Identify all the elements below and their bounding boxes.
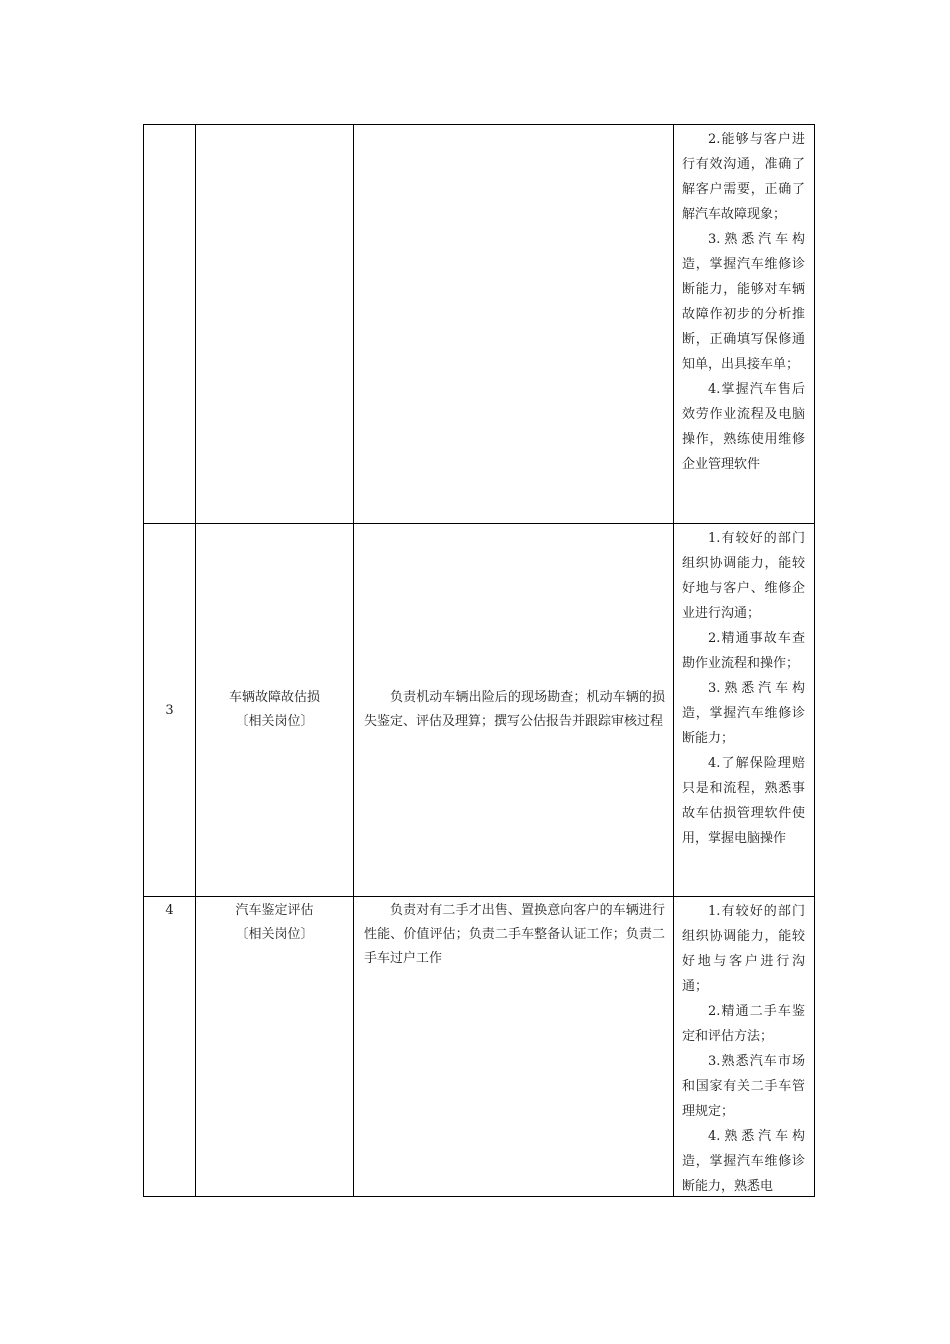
requirement-item: 1.有较好的部门组织协调能力，能较好地与客户、维修企业进行沟通； — [682, 531, 805, 621]
requirement-item: 2.能够与客户进行有效沟通，准确了解客户需要，正确了解汽车故障现象； — [682, 132, 805, 222]
duties-cell — [354, 897, 674, 1197]
table-row — [144, 125, 815, 524]
requirement-item: 4.掌握汽车售后效劳作业流程及电脑操作，熟练使用维修企业管理软件 — [682, 382, 805, 472]
duties-cell — [354, 125, 674, 524]
row-number: 4 — [165, 903, 174, 918]
requirement-item: 3.熟悉汽车构造，掌握汽车维修诊断能力，能够对车辆故障作初步的分析推断，正确填写保修通知单，出具接车单； — [682, 232, 805, 372]
row-number — [144, 125, 195, 131]
duties-text — [354, 125, 673, 131]
requirements-cell — [674, 524, 815, 897]
job-requirements-table — [143, 124, 815, 1197]
duties-text: 负责对有二手才出售、置换意向客户的车辆进行性能、价值评估；负责二手车整备认证工作；负责二手车过户工作 — [364, 903, 665, 966]
position-cell — [196, 524, 354, 897]
requirement-item: 4.了解保险理赔只是和流程，熟悉事故车估损管理软件使用，掌握电脑操作 — [682, 756, 805, 846]
requirements-cell — [674, 125, 815, 524]
table-row — [144, 897, 815, 1197]
row-number-cell — [144, 125, 196, 524]
position-note: 〔相关岗位〕 — [235, 927, 314, 942]
row-number-cell — [144, 524, 196, 897]
duties-cell — [354, 524, 674, 897]
position-cell — [196, 125, 354, 524]
requirement-item: 4.熟悉汽车构造，掌握汽车维修诊断能力，熟悉电 — [682, 1129, 805, 1194]
row-number: 3 — [165, 702, 174, 718]
requirement-item: 2.精通事故车查勘作业流程和操作； — [682, 631, 805, 671]
requirement-item: 3.熟悉汽车市场和国家有关二手车管理规定； — [682, 1054, 805, 1119]
position-title: 车辆故障故估损 — [228, 690, 320, 705]
requirement-item: 1.有较好的部门组织协调能力，能较好地与客户进行沟通； — [682, 904, 805, 994]
position-note: 〔相关岗位〕 — [235, 714, 314, 729]
row-number-cell — [144, 897, 196, 1197]
requirement-item: 3.熟悉汽车构造，掌握汽车维修诊断能力； — [682, 681, 805, 746]
requirements-cell — [674, 897, 815, 1197]
requirement-item: 2.精通二手车鉴定和评估方法； — [682, 1004, 805, 1044]
position-cell — [196, 897, 354, 1197]
position-title: 汽车鉴定评估 — [235, 903, 314, 918]
table-row — [144, 524, 815, 897]
duties-text: 负责机动车辆出险后的现场勘查；机动车辆的损失鉴定、评估及理算；撰写公估报告并跟踪审核过程 — [364, 690, 665, 729]
